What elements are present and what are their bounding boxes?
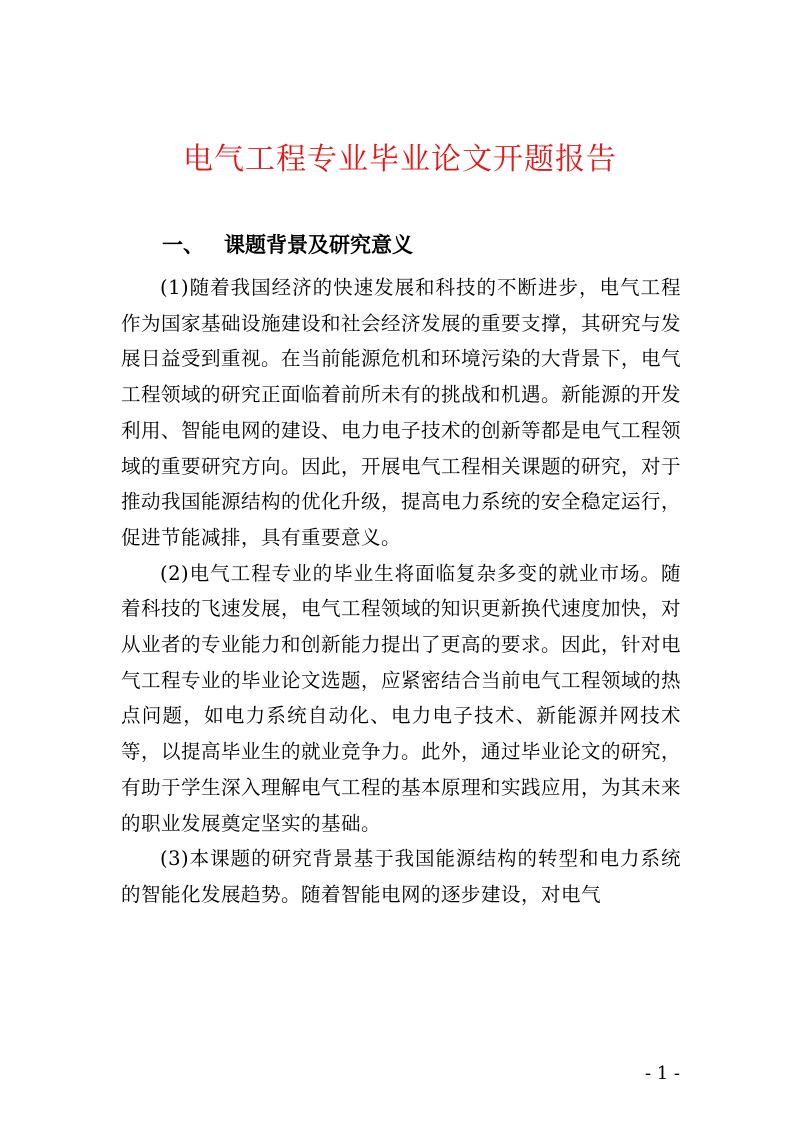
paragraph-2: (2)电气工程专业的毕业生将面临复杂多变的就业市场。随着科技的飞速发展，电气工程领域的知识更新换代速度加快，对从业者的专业能力和创新能力提出了更高的要求。因此，针对电气工程专业的毕业论文选题，应紧密结合当前电气工程领域的热点问题，如电力系统自动化、电力电子技术、新能源并网技术等，以提高毕业生的就业竞争力。此外，通过毕业论文的研究，有助于学生深入理解电气工程的基本原理和实践应用，为其未来的职业发展奠定坚实的基础。 [121, 561, 682, 835]
section-title: 课题背景及研究意义 [224, 233, 413, 257]
paragraph-1: (1)随着我国经济的快速发展和科技的不断进步，电气工程作为国家基础设施建设和社会经济发展的重要支撑，其研究与发展日益受到重视。在当前能源危机和环境污染的大背景下，电气工程领域的研究正面临着前所未有的挑战和机遇。新能源的开发利用、智能电网的建设、电力电子技术的创新等都是电气工程领域的重要研究方向。因此，开展电气工程相关课题的研究，对于推动我国能源结构的优化升级，提高电力系统的安全稳定运行，促进节能减排，具有重要意义。 [121, 276, 682, 549]
paragraph-3: (3)本课题的研究背景基于我国能源结构的转型和电力系统的智能化发展趋势。随着智能电网的逐步建设，对电气 [121, 847, 681, 906]
section-heading [162, 230, 413, 260]
page-number: - 1 - [644, 1063, 680, 1084]
section-number: 一、 [162, 233, 204, 257]
document-body [121, 270, 681, 913]
document-title: 电气工程专业毕业论文开题报告 [183, 142, 617, 177]
